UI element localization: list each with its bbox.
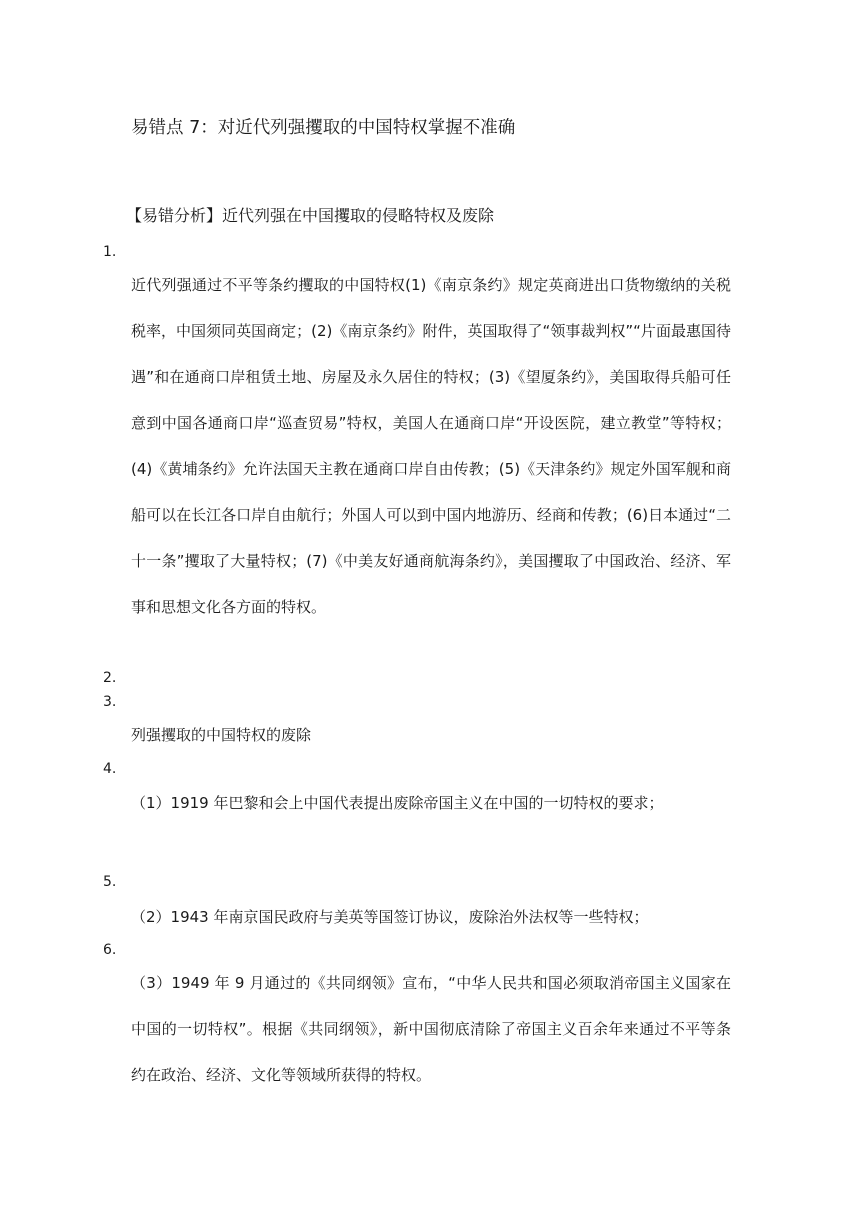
list-number-6: 6. — [103, 942, 117, 958]
list-item-3-text: 列强攫取的中国特权的废除 — [131, 726, 312, 744]
list-item-6-text: （3）1949 年 9 月通过的《共同纲领》宣布，“中华人民共和国必须取消帝国主义国家在中国的一切特权”。根据《共同纲领》，新中国彻底清除了帝国主义百余年来通过不平等条约在政治、经济、文化等领域所获得的特权。 — [131, 974, 731, 1084]
list-number-1: 1. — [103, 244, 117, 260]
list-number-5: 5. — [103, 874, 117, 890]
list-number-2: 2. — [103, 670, 117, 686]
analysis-heading: 【易错分析】近代列强在中国攫取的侵略特权及废除 — [126, 206, 495, 225]
page-title: 易错点 7：对近代列强攫取的中国特权掌握不准确 — [131, 118, 516, 138]
list-number-4: 4. — [103, 761, 117, 777]
list-item-5-text: （2）1943 年南京国民政府与美英等国签订协议，废除治外法权等一些特权； — [131, 908, 649, 926]
list-item-4-text: （1）1919 年巴黎和会上中国代表提出废除帝国主义在中国的一切特权的要求； — [131, 794, 664, 812]
list-number-3: 3. — [103, 694, 117, 710]
list-item-1-text: 近代列强通过不平等条约攫取的中国特权(1)《南京条约》规定英商进出口货物缴纳的关税税率，中国须同英国商定；(2)《南京条约》附件，英国取得了“领事裁判权”“片面最惠国待遇”和在通商口岸租赁土地、房屋及永久居住的特权；(3)《望厦条约》，美国取得兵船可任意到中国各通商口岸“巡查贸易”特权，美国人在通商口岸“开设医院，建立教堂”等特权；(4)《黄埔条约》允许法国天主教在通商口岸自由传教；(5)《天津条约》规定外国军舰和商船可以在长江各口岸自由航行；外国人可以到中国内地游历、经商和传教；(6)日本通过“二十一条”攫取了大量特权；(7)《中美友好通商航海条约》，美国攫取了中国政治、经济、军事和思想文化各方面的特权。 — [131, 276, 731, 616]
